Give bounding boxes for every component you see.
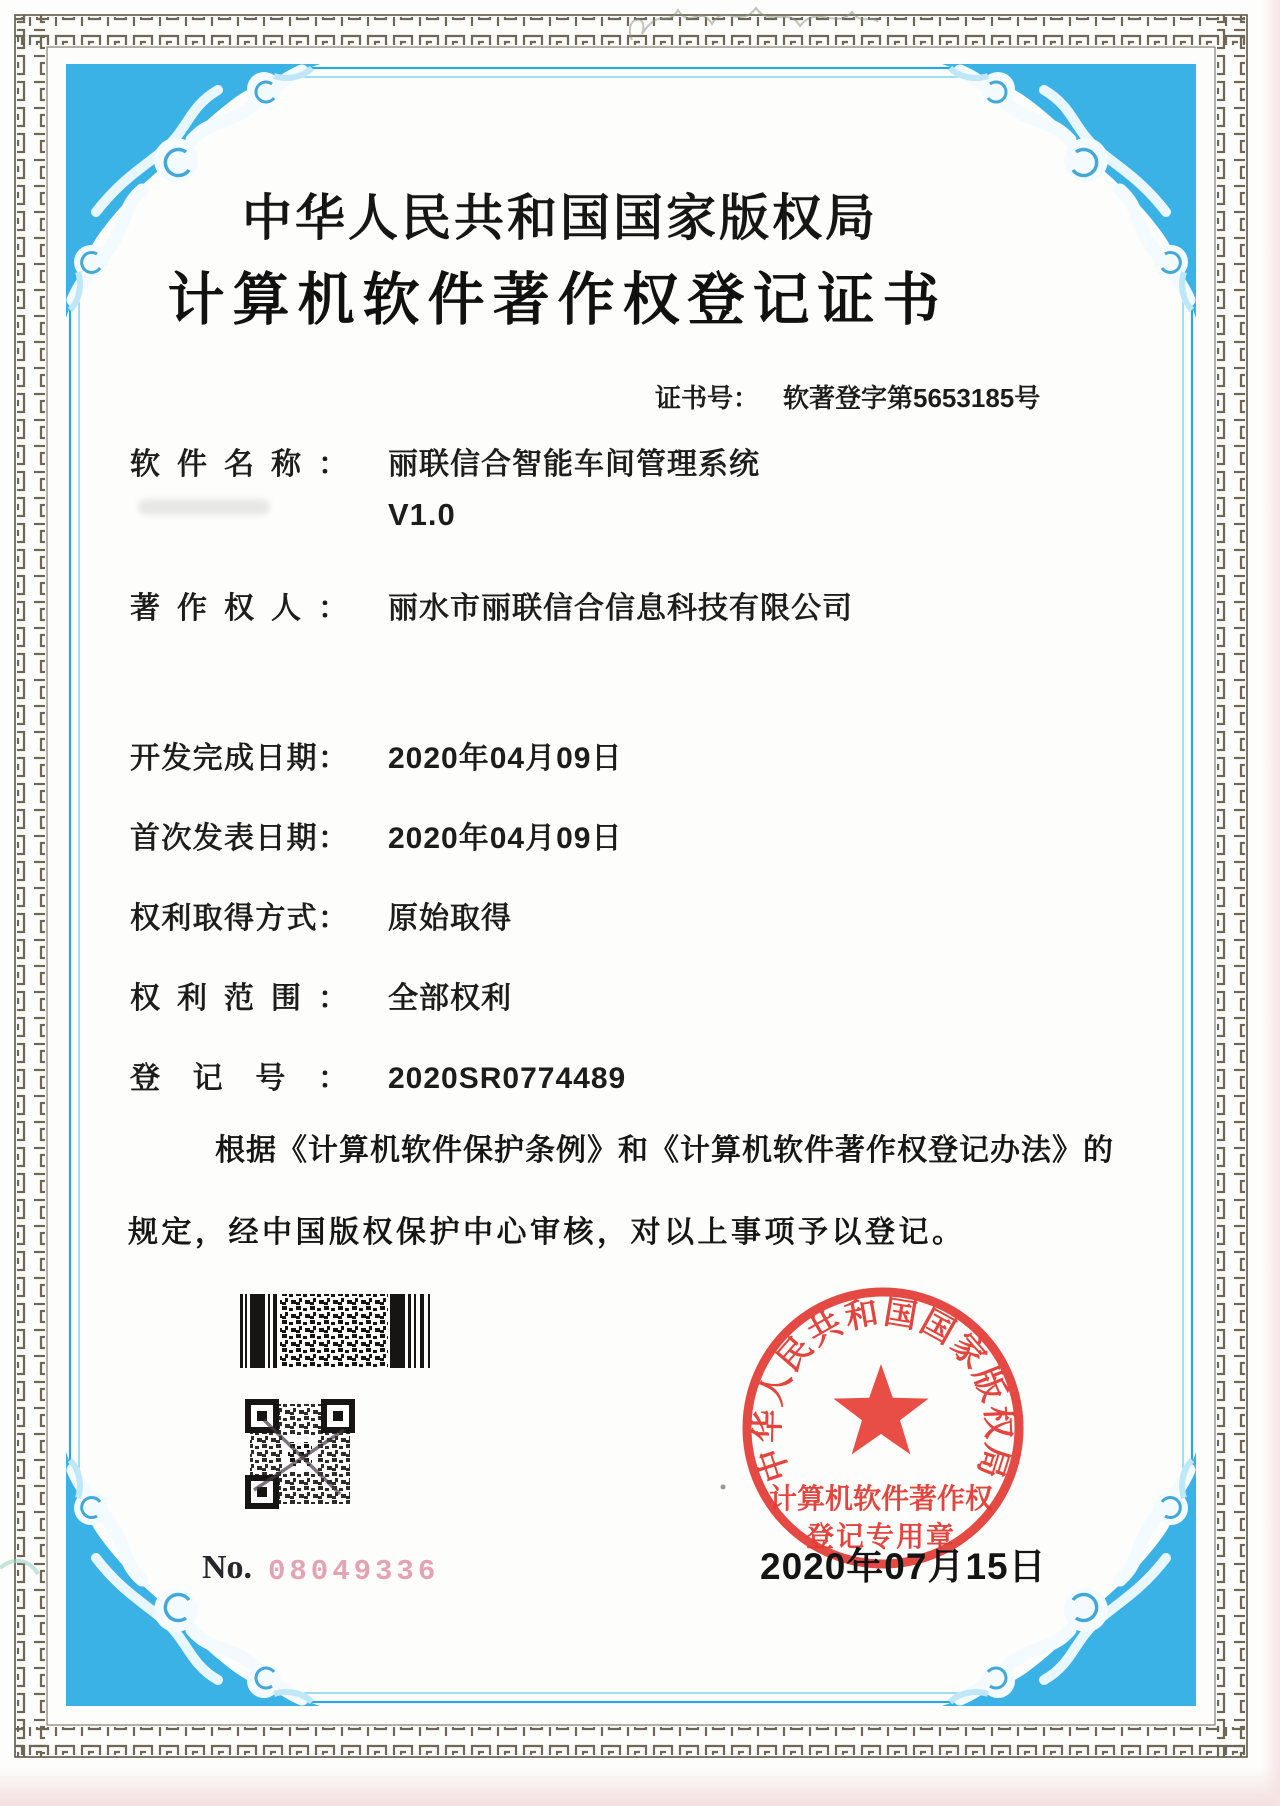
field-row-rights-acquisition <box>130 902 512 937</box>
field-value: 2020SR0774489 <box>388 1062 627 1095</box>
authority-title: 中华人民共和国国家版权局 <box>242 190 878 246</box>
field-row-rights-scope <box>130 982 512 1017</box>
serial-number-value: 08049336 <box>268 1555 440 1588</box>
certificate-title: 计算机软件著作权登记证书 <box>167 268 948 332</box>
erasure-smudge <box>138 499 270 515</box>
field-label: 登记号： <box>130 1062 348 1095</box>
field-label: 软件名称： <box>130 448 348 481</box>
field-row-software-name <box>130 448 760 483</box>
field-row-registration-number <box>130 1062 626 1097</box>
certificate-number-label: 证书号： <box>655 383 760 413</box>
seal-date: 2020年07月15日 <box>760 1546 1047 1587</box>
certificate-number-line <box>655 384 1040 414</box>
field-label: 开发完成日期： <box>130 742 348 775</box>
seal-ring-text: 中华人民共和国国家版权局 <box>748 1292 1018 1487</box>
certificate-number-value: 软著登字第5653185号 <box>783 383 1041 413</box>
serial-number-label: No. <box>202 1549 253 1586</box>
field-value: 2020年04月09日 <box>388 822 623 855</box>
software-version: V1.0 <box>388 497 456 532</box>
field-value: 原始取得 <box>388 902 512 935</box>
field-row-first-publish-date <box>130 822 622 857</box>
seal-inner-line2: 登记专用章 <box>805 1521 957 1552</box>
field-label: 权利取得方式： <box>130 902 348 935</box>
field-value: 丽水市丽联信合信息科技有限公司 <box>388 592 853 625</box>
field-row-dev-complete-date <box>130 742 622 777</box>
field-label: 首次发表日期： <box>130 822 348 855</box>
statement-line1: 根据《计算机软件保护条例》和《计算机软件著作权登记办法》的 <box>215 1134 1114 1167</box>
field-value: 全部权利 <box>388 982 512 1015</box>
statement-line2: 规定，经中国版权保护中心审核，对以上事项予以登记。 <box>128 1216 966 1249</box>
barcode-icon <box>240 1294 430 1368</box>
field-label: 著作权人： <box>130 592 348 625</box>
qr-code-icon <box>248 1402 352 1506</box>
field-label: 权利范围： <box>130 982 348 1015</box>
field-value: 2020年04月09日 <box>388 742 623 775</box>
field-value: 丽联信合智能车间管理系统 <box>388 448 760 481</box>
official-red-star-seal <box>721 1292 1020 1564</box>
field-row-copyright-owner <box>130 592 853 627</box>
seal-inner-line1: 计算机软件著作权 <box>768 1483 994 1514</box>
star-icon <box>833 1364 928 1455</box>
